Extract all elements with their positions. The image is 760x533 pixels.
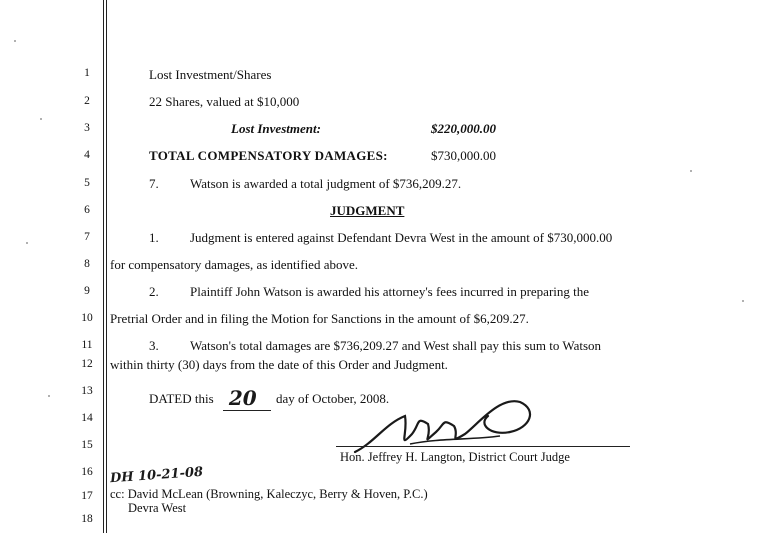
paragraph-7-number: 7.: [149, 176, 159, 191]
line-number: 18: [81, 513, 93, 525]
judgment-1-line-1: Judgment is entered against Defendant Devra West in the amount of $730,000.00: [190, 230, 613, 245]
judge-name-title: Hon. Jeffrey H. Langton, District Court Judge: [340, 450, 570, 464]
line-number: 14: [81, 412, 93, 424]
total-damages-amount: $730,000.00: [431, 148, 496, 163]
line-number: 17: [81, 490, 93, 502]
scan-speck: [14, 40, 16, 42]
judgment-1-number: 1.: [149, 230, 159, 245]
scan-speck: [26, 242, 28, 244]
dated-day-handwritten: 20: [223, 386, 271, 411]
lost-investment-amount: $220,000.00: [431, 121, 496, 136]
judgment-2-number: 2.: [149, 284, 159, 299]
judgment-3-number: 3.: [149, 338, 159, 353]
line-number: 12: [81, 358, 93, 370]
cc-line-1: cc: David McLean (Browning, Kaleczyc, Berry & Hoven, P.C.): [110, 487, 428, 501]
line-number: 5: [84, 177, 90, 189]
signature-line: [336, 446, 630, 447]
cc-line-2: Devra West: [128, 501, 187, 515]
line-number: 3: [84, 122, 90, 134]
line-number: 8: [84, 258, 90, 270]
scan-speck: [690, 170, 692, 172]
judgment-heading: JUDGMENT: [330, 203, 405, 218]
scan-speck: [48, 395, 50, 397]
line-number: 10: [81, 312, 93, 324]
margin-rule-inner: [106, 0, 107, 533]
line-number: 11: [81, 339, 93, 351]
judgment-2-line-1: Plaintiff John Watson is awarded his attorney's fees incurred in preparing the: [190, 284, 590, 299]
scan-speck: [742, 300, 744, 302]
lost-investment-label: Lost Investment:: [231, 121, 321, 136]
judgment-3-line-2: within thirty (30) days from the date of this Order and Judgment.: [110, 357, 448, 372]
line-number: 1: [84, 67, 90, 79]
line-number: 4: [84, 149, 90, 161]
line-number: 2: [84, 95, 90, 107]
line-number: 13: [81, 385, 93, 397]
judgment-3-line-1: Watson's total damages are $736,209.27 and West shall pay this sum to Watson: [190, 338, 602, 353]
dated-prefix: DATED this: [149, 391, 214, 406]
paragraph-7-text: Watson is awarded a total judgment of $736,209.27.: [190, 176, 462, 191]
line-number: 9: [84, 285, 90, 297]
line-number: 6: [84, 204, 90, 216]
line-number: 16: [81, 466, 93, 478]
handwritten-initials-date: DH 10-21-08: [109, 464, 204, 487]
scan-speck: [40, 118, 42, 120]
line-lost-investment-heading: Lost Investment/Shares: [149, 67, 272, 82]
line-shares-valued: 22 Shares, valued at $10,000: [149, 94, 300, 109]
judgment-1-line-2: for compensatory damages, as identified above.: [110, 257, 358, 272]
total-damages-label: TOTAL COMPENSATORY DAMAGES:: [149, 148, 388, 163]
line-number: 15: [81, 439, 93, 451]
judgment-2-line-2: Pretrial Order and in filing the Motion for Sanctions in the amount of $6,209.27.: [110, 311, 529, 326]
margin-rule-outer: [103, 0, 104, 533]
line-number: 7: [84, 231, 90, 243]
dated-suffix: day of October, 2008.: [275, 391, 390, 406]
